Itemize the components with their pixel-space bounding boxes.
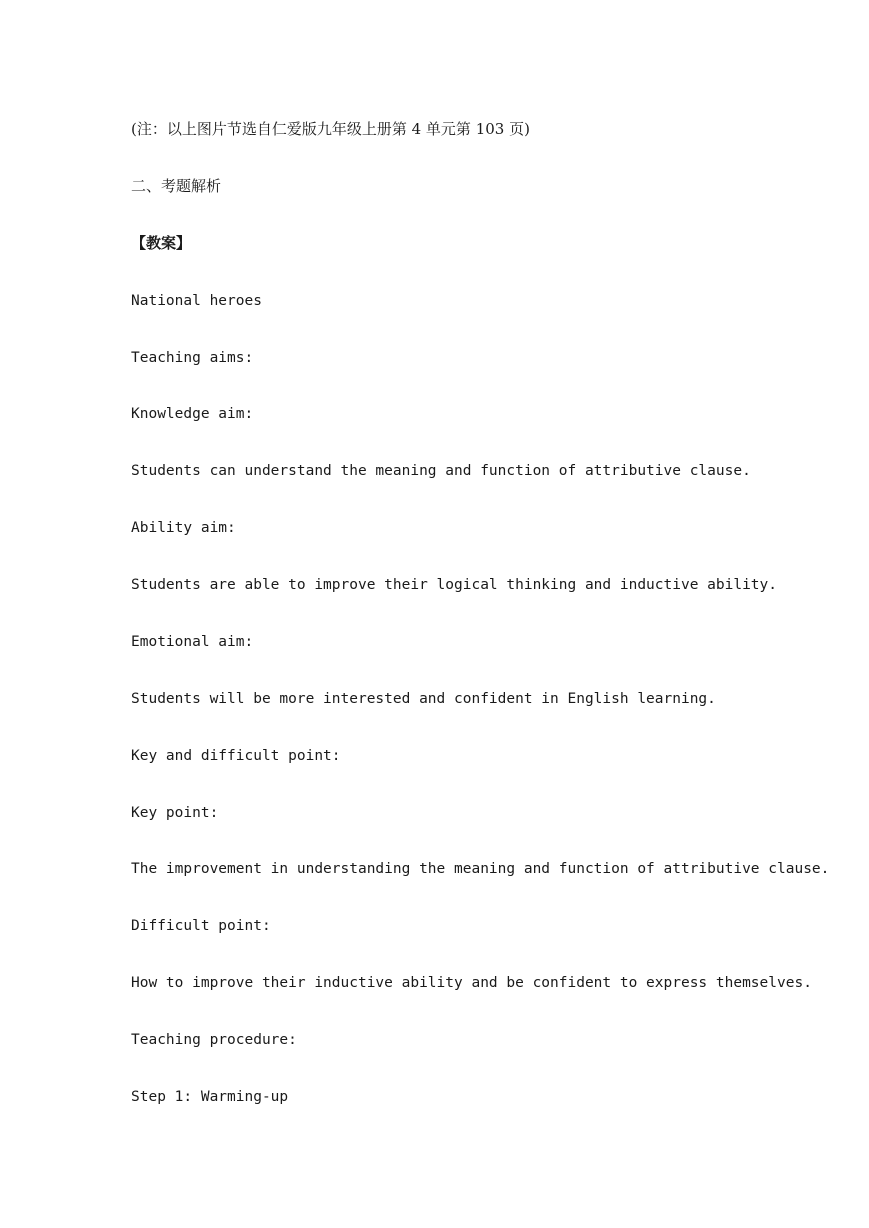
knowledge-aim-text: Students can understand the meaning and function of attributive clause.: [131, 463, 751, 479]
section-heading: 二、考题解析: [131, 177, 222, 195]
emotional-aim-text: Students will be more interested and confident in English learning.: [131, 691, 716, 707]
image-source-note: (注：以上图片节选自仁爱版九年级上册第 4 单元第 103 页): [131, 120, 530, 138]
emotional-aim-heading: Emotional aim:: [131, 634, 254, 650]
difficult-point-text: How to improve their inductive ability and be confident to express themselves.: [131, 975, 812, 991]
teaching-procedure-heading: Teaching procedure:: [131, 1032, 297, 1048]
difficult-point-heading: Difficult point:: [131, 918, 271, 934]
step-1-heading: Step 1: Warming-up: [131, 1089, 289, 1105]
key-difficult-heading: Key and difficult point:: [131, 748, 341, 764]
lesson-title: National heroes: [131, 293, 262, 309]
ability-aim-heading: Ability aim:: [131, 520, 236, 536]
key-point-heading: Key point:: [131, 805, 219, 821]
lesson-plan-label: 【教案】: [131, 234, 192, 252]
ability-aim-text: Students are able to improve their logical thinking and inductive ability.: [131, 577, 778, 593]
key-point-text: The improvement in understanding the meaning and function of attributive clause.: [131, 861, 830, 877]
teaching-aims-heading: Teaching aims:: [131, 350, 254, 366]
knowledge-aim-heading: Knowledge aim:: [131, 406, 254, 422]
